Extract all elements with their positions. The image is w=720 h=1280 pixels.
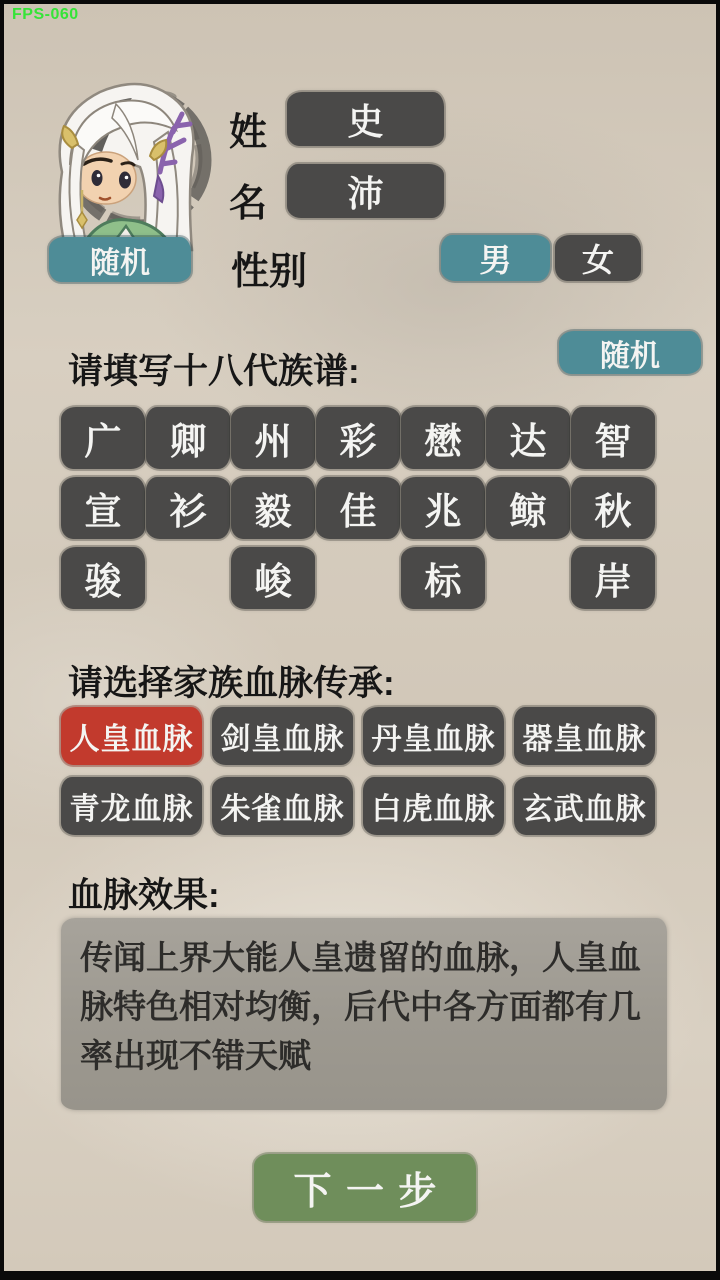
bloodline-option[interactable]: 朱雀血脉 <box>212 777 353 835</box>
gender-female-button[interactable]: 女 <box>555 235 641 281</box>
genealogy-grid <box>61 407 655 617</box>
genealogy-title: 请填写十八代族谱: <box>68 352 360 391</box>
genealogy-char-button[interactable]: 智 <box>571 407 655 469</box>
bloodline-effect-text: 传闻上界大能人皇遗留的血脉，人皇血脉特色相对均衡，后代中各方面都有几率出现不错天赋 <box>61 918 667 1110</box>
bloodline-title: 请选择家族血脉传承: <box>68 664 395 703</box>
fps-counter: FPS-060 <box>12 6 79 23</box>
bloodline-option[interactable]: 青龙血脉 <box>61 777 202 835</box>
random-genealogy-button[interactable]: 随机 <box>559 331 701 374</box>
bloodline-options <box>61 707 655 847</box>
genealogy-char-button[interactable]: 毅 <box>231 477 315 539</box>
bloodline-option[interactable]: 剑皇血脉 <box>212 707 353 765</box>
genealogy-char-button[interactable]: 懋 <box>401 407 485 469</box>
next-step-button[interactable]: 下一步 <box>254 1154 476 1221</box>
genealogy-char-button[interactable]: 秋 <box>571 477 655 539</box>
genealogy-char-button[interactable]: 州 <box>231 407 315 469</box>
genealogy-char-button[interactable]: 标 <box>401 547 485 609</box>
genealogy-char-button[interactable]: 峻 <box>231 547 315 609</box>
genealogy-char-button[interactable]: 宣 <box>61 477 145 539</box>
givenname-input[interactable]: 沛 <box>287 164 444 218</box>
surname-input[interactable]: 史 <box>287 92 444 146</box>
genealogy-char-button[interactable]: 兆 <box>401 477 485 539</box>
givenname-label: 名 <box>229 183 268 225</box>
genealogy-char-button[interactable]: 佳 <box>316 477 400 539</box>
bloodline-option-selected[interactable]: 人皇血脉 <box>61 707 202 765</box>
genealogy-char-button[interactable]: 卿 <box>146 407 230 469</box>
character-avatar <box>42 72 214 254</box>
bloodline-option[interactable]: 丹皇血脉 <box>363 707 504 765</box>
surname-label: 姓 <box>229 112 268 154</box>
gender-label: 性别 <box>231 251 308 293</box>
genealogy-char-button[interactable]: 达 <box>486 407 570 469</box>
genealogy-char-button[interactable]: 岸 <box>571 547 655 609</box>
genealogy-char-button[interactable]: 鲸 <box>486 477 570 539</box>
bloodline-option[interactable]: 器皇血脉 <box>514 707 655 765</box>
random-name-button[interactable]: 随机 <box>49 237 191 282</box>
genealogy-char-button[interactable]: 衫 <box>146 477 230 539</box>
bloodline-effect-label: 血脉效果: <box>68 876 220 915</box>
bloodline-option[interactable]: 玄武血脉 <box>514 777 655 835</box>
bloodline-option[interactable]: 白虎血脉 <box>363 777 504 835</box>
genealogy-char-button[interactable]: 广 <box>61 407 145 469</box>
genealogy-char-button[interactable]: 彩 <box>316 407 400 469</box>
gender-male-button[interactable]: 男 <box>441 235 550 281</box>
genealogy-char-button[interactable]: 骏 <box>61 547 145 609</box>
